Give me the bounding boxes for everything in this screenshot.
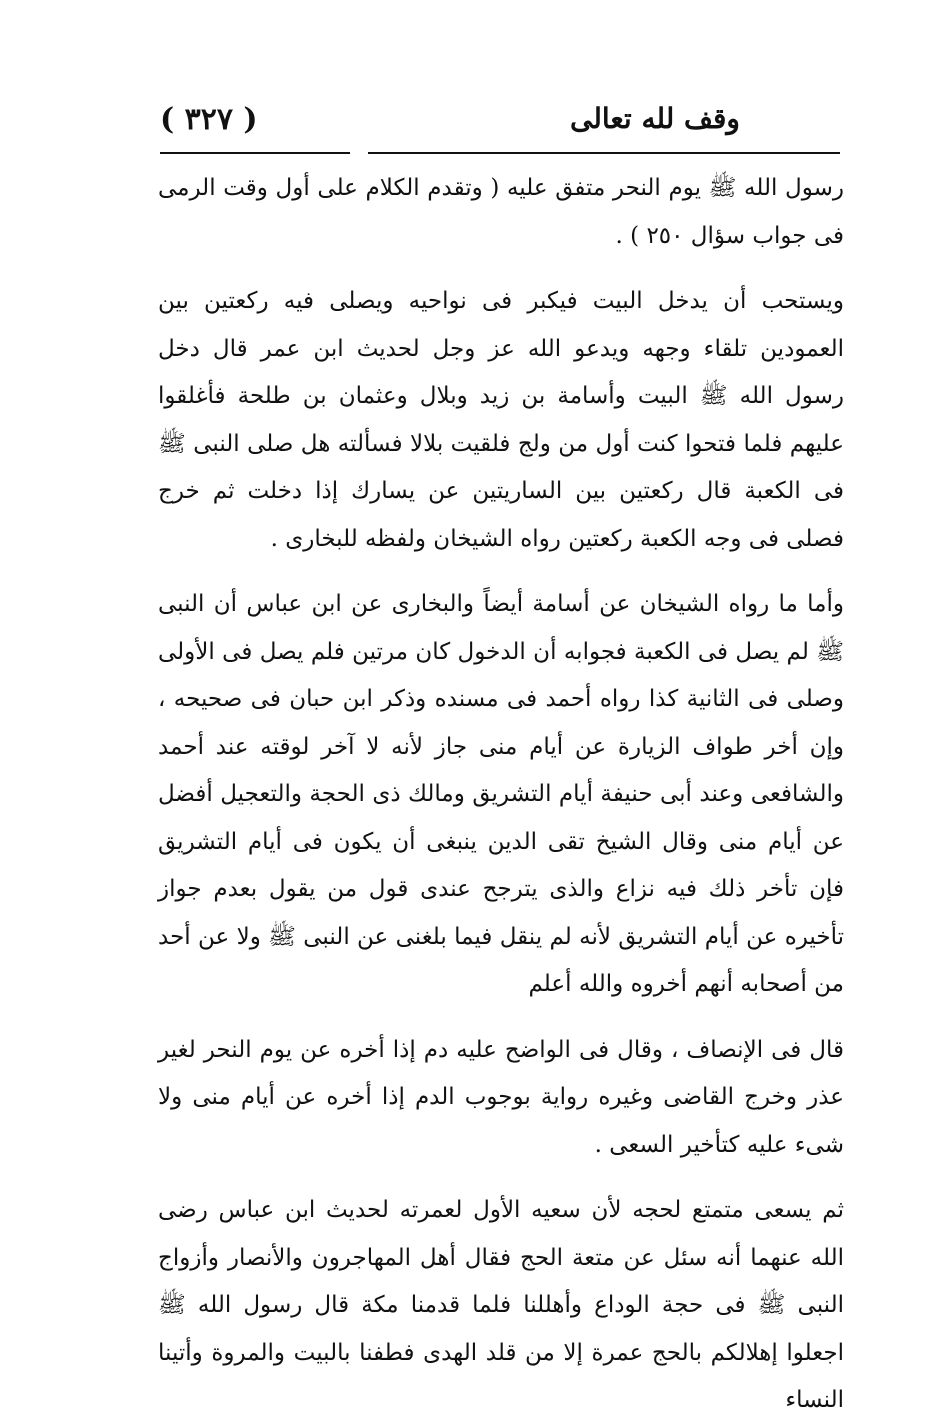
body-text	[158, 165, 844, 1425]
header-rule-right	[368, 152, 840, 154]
paragraph-4: قال فى الإنصاف ، وقال فى الواضح عليه دم إذا أخره عن يوم النحر لغير عذر وخرج القاضى وغيره رواية بوجوب الدم إذا أخره عن أيام منى ولا شىء عليه كتأخير السعى .	[158, 1036, 844, 1158]
paragraph-gap	[158, 1169, 844, 1187]
page-header	[160, 92, 840, 152]
page-number: ( ٣٢٧ )	[160, 102, 258, 137]
paragraph-5: ثم يسعى متمتع لحجه لأن سعيه الأول لعمرته لحديث ابن عباس رضى الله عنهما أنه سئل عن متعة الحج فقال أهل المهاجرون والأنصار وأزواج النبى ﷺ فى حجة الوداع وأهللنا فلما قدمنا مكة قال رسول الله ﷺ اجعلوا إهلالكم بالحج عمرة إلا من قلد الهدى فطفنا بالبيت والمروة وأتينا النساء	[158, 1197, 844, 1413]
paragraph-2: ويستحب أن يدخل البيت فيكبر فى نواحيه ويصلى فيه ركعتين بين العمودين تلقاء وجهه ويدعو الله عز وجل لحديث ابن عمر قال دخل رسول الله ﷺ البيت وأسامة بن زيد وبلال وعثمان بن طلحة فأغلقوا عليهم فلما فتحوا كنت أول من ولج فلقيت بلالا فسألته هل صلى النبى ﷺ فى الكعبة قال ركعتين بين الساريتين عن يسارك إذا دخلت ثم خرج فصلى فى وجه الكعبة ركعتين رواه الشيخان ولفظه للبخارى .	[158, 288, 844, 552]
header-rule-left	[160, 152, 350, 154]
paragraph-gap	[158, 1009, 844, 1027]
paragraph-gap	[158, 563, 844, 581]
paragraph-1: رسول الله ﷺ يوم النحر متفق عليه ( وتقدم الكلام على أول وقت الرمى فى جواب سؤال ٢٥٠ ) .	[158, 175, 844, 249]
paragraph-3: وأما ما رواه الشيخان عن أسامة أيضاً والبخارى عن ابن عباس أن النبى ﷺ لم يصل فى الكعبة فجوابه أن الدخول كان مرتين فلم يصل فى الأولى وصلى فى الثانية كذا رواه أحمد فى مسنده وذكر ابن حبان فى صحيحه ، وإن أخر طواف الزيارة عن أيام منى جاز لأنه لا آخر لوقته عند أحمد والشافعى وعند أبى حنيفة أيام التشريق ومالك ذى الحجة والتعجيل أفضل عن أيام منى وقال الشيخ تقى الدين ينبغى أن يكون فى أيام التشريق فإن تأخر ذلك فيه نزاع والذى يترجح عندى قول من يقول بعدم جواز تأخيره عن أيام التشريق لأنه لم ينقل فيما بلغنى عن النبى ﷺ ولا عن أحد من أصحابه أنهم أخروه والله أعلم	[158, 591, 844, 997]
page-title: وقف لله تعالى	[570, 102, 740, 135]
paragraph-gap	[158, 260, 844, 278]
